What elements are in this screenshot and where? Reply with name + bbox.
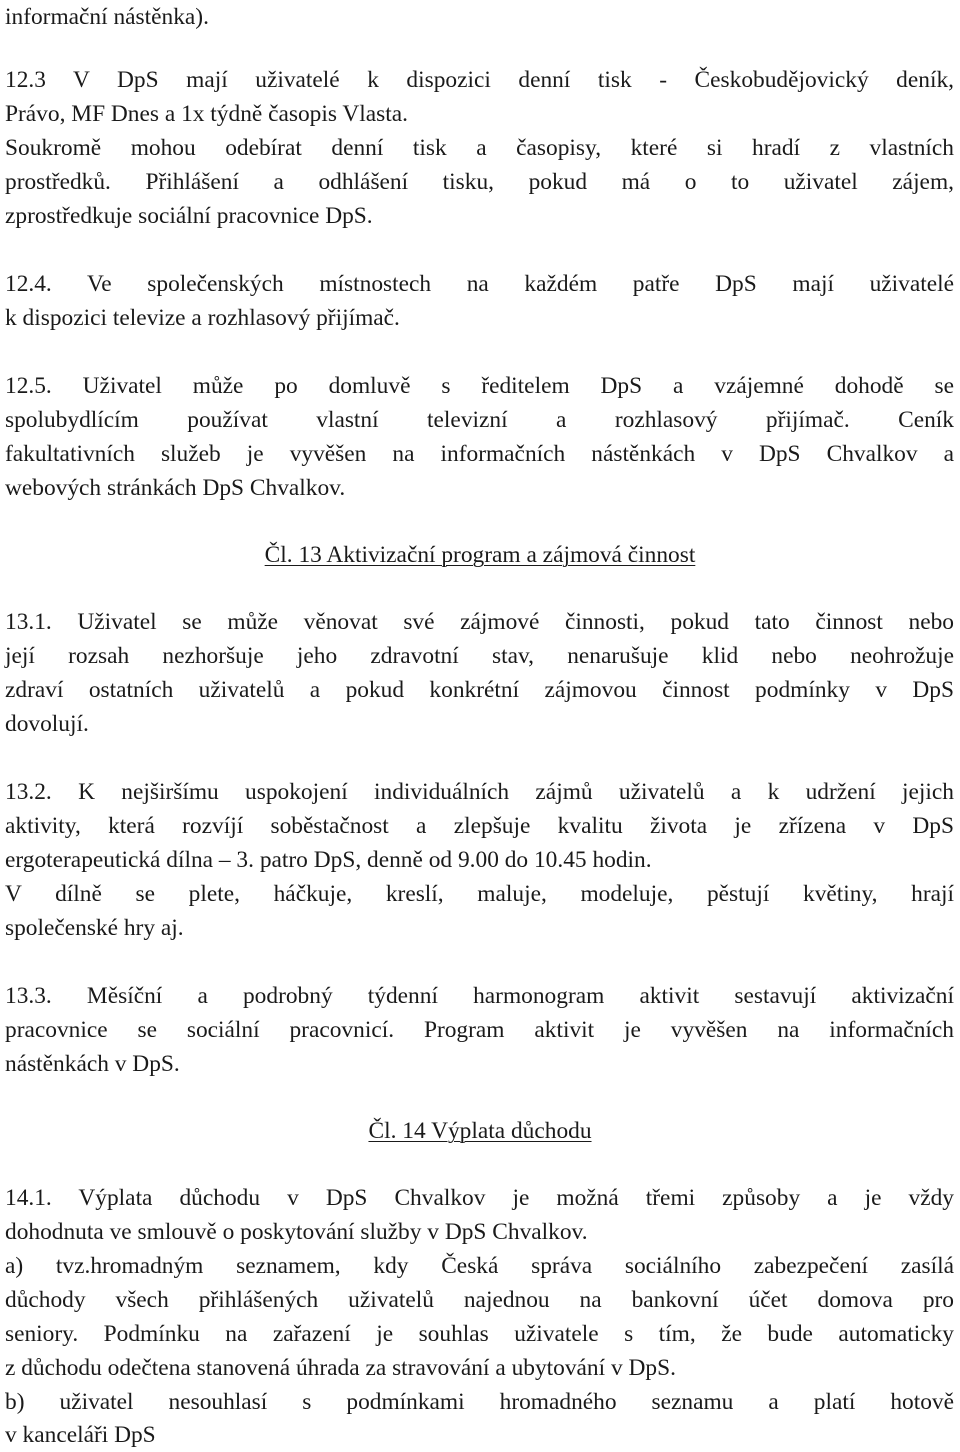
section-heading-14: Čl. 14 Výplata důchodu [368, 1118, 592, 1144]
text-line: informační nástěnka). [5, 4, 209, 30]
text-line: důchody všech přihlášených uživatelů najednou na bankovní účet domova pro [5, 1287, 954, 1313]
text-line: společenské hry aj. [5, 915, 184, 941]
text-line: webových stránkách DpS Chvalkov. [5, 475, 346, 501]
text-line: a) tvz.hromadným seznamem, kdy Česká správa sociálního zabezpečení zasílá [5, 1253, 954, 1279]
text-line: spolubydlícím používat vlastní televizní a rozhlasový přijímač. Ceník [5, 407, 954, 433]
text-line: 12.4. Ve společenských místnostech na každém patře DpS mají uživatelé [5, 271, 954, 297]
text-line: b) uživatel nesouhlasí s podmínkami hromadného seznamu a platí hotově [5, 1389, 954, 1415]
text-line: z důchodu odečtena stanovená úhrada za stravování a ubytování v DpS. [5, 1355, 676, 1381]
text-line: 13.3. Měsíční a podrobný týdenní harmonogram aktivit sestavují aktivizační [5, 983, 954, 1009]
text-line: v kanceláři DpS [5, 1422, 156, 1448]
text-line: dovolují. [5, 711, 89, 737]
text-line: její rozsah nezhoršuje jeho zdravotní stav, nenarušuje klid nebo neohrožuje [5, 643, 954, 669]
text-line: k dispozici televize a rozhlasový přijímač. [5, 305, 400, 331]
text-line: 13.1. Uživatel se může věnovat své zájmové činnosti, pokud tato činnost nebo [5, 609, 954, 635]
text-line: Právo, MF Dnes a 1x týdně časopis Vlasta. [5, 101, 409, 127]
text-line: nástěnkách v DpS. [5, 1051, 180, 1077]
text-line: fakultativních služeb je vyvěšen na informačních nástěnkách v DpS Chvalkov a [5, 441, 954, 467]
text-line: 12.3 V DpS mají uživatelé k dispozici denní tisk - Českobudějovický deník, [5, 67, 954, 93]
text-line: aktivity, která rozvíjí soběstačnost a zlepšuje kvalitu života je zřízena v DpS [5, 813, 954, 839]
text-line: zprostředkuje sociální pracovnice DpS. [5, 203, 373, 229]
text-line: 12.5. Uživatel může po domluvě s ředitelem DpS a vzájemné dohodě se [5, 373, 954, 399]
text-line: Soukromě mohou odebírat denní tisk a časopisy, které si hradí z vlastních [5, 135, 954, 161]
section-heading-13: Čl. 13 Aktivizační program a zájmová činnost [264, 542, 696, 568]
text-line: pracovnice se sociální pracovnicí. Program aktivit je vyvěšen na informačních [5, 1017, 954, 1043]
text-line: dohodnuta ve smlouvě o poskytování služby v DpS Chvalkov. [5, 1219, 588, 1245]
text-line: 13.2. K nejširšímu uspokojení individuálních zájmů uživatelů a k udržení jejich [5, 779, 954, 805]
text-line: prostředků. Přihlášení a odhlášení tisku, pokud má o to uživatel zájem, [5, 169, 954, 195]
text-line: ergoterapeutická dílna – 3. patro DpS, denně od 9.00 do 10.45 hodin. [5, 847, 652, 873]
text-line: 14.1. Výplata důchodu v DpS Chvalkov je možná třemi způsoby a je vždy [5, 1185, 954, 1211]
text-line: seniory. Podmínku na zařazení je souhlas uživatele s tím, že bude automaticky [5, 1321, 954, 1347]
text-line: zdraví ostatních uživatelů a pokud konkrétní zájmovou činnost podmínky v DpS [5, 677, 954, 703]
text-line: V dílně se plete, háčkuje, kreslí, maluje, modeluje, pěstují květiny, hrají [5, 881, 954, 907]
